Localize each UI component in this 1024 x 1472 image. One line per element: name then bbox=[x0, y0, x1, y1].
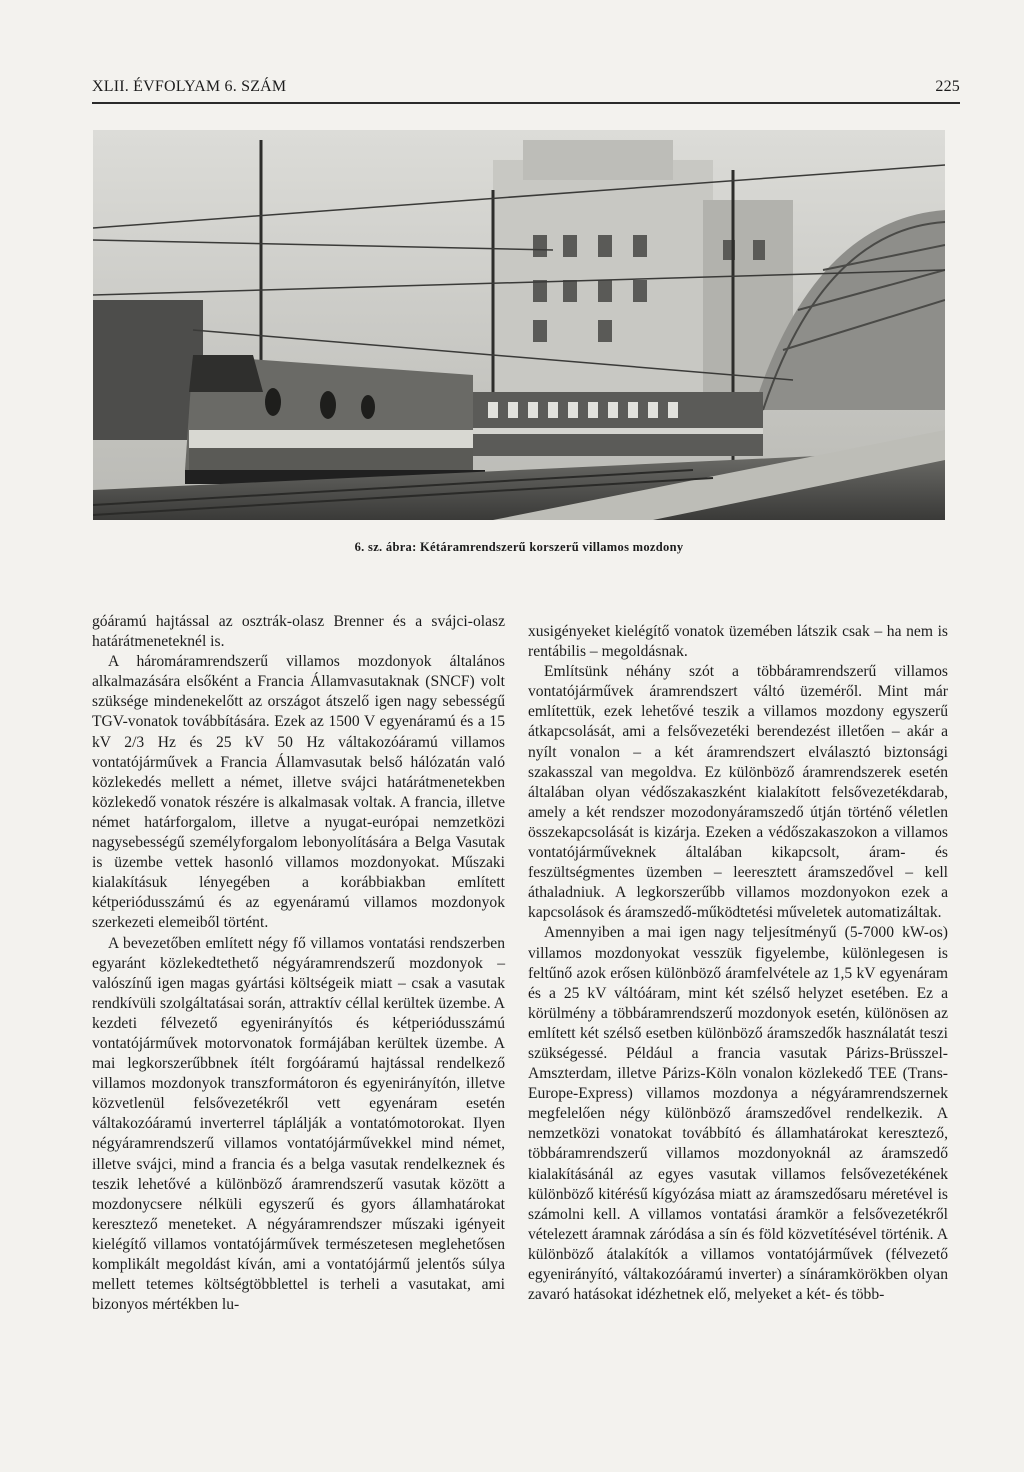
right-paragraph-1: xusigényeket kielégítő vonatok üzemében látszik csak – ha nem is rentábilis – megoldásnak. bbox=[528, 623, 948, 661]
figure-caption-label: 6. sz. ábra: bbox=[354, 540, 417, 554]
header-rule bbox=[92, 102, 960, 104]
right-paragraph-3: Amennyiben a mai igen nagy teljesítményű (5-7000 kW-os) villamos mozdonyokat vesszük figyelembe, különlegesen is feltűnő azok erősen különböző áramfelvétele az 1,5 kV egyenáram és a 25 kV váltóáram, mint két szélső helyzet esetében. Ez a körülmény a többáramrendszerű mozdonyok esetén, különösen az említett két szélső esetben különböző áramszedők használatát teszi szükségessé. Például a francia vasutak Párizs-Brüsszel-Amszterdam, illetve Párizs-Köln vonalon közlekedő TEE (Trans-Europe-Express) villamos mozdonya a négyáramrendszernek megfelelően négy különböző áramszedővel rendelkezik. A nemzetközi vonatokat továbbító és államhatárokat keresztező, többáramrendszerű villamos mozdonyoknál az áramszedő kialakításánál az egyes vasutak villamos felsővezetékének különböző kitérésű kígyózása miatt az áramszedősaru méretével is számolni kell. A villamos vontatási áramkör a felsővezetékről vételezett áramnak záródása a sín és föld közvetítésével történik. A különböző átalakítók a villamos vontatójárművek (félvezető egyenirányító, váltakozóáramú inverter) a sínáramkörökben olyan zavaró hatásokat idézhetnek elő, melyeket a két- és több- bbox=[528, 924, 948, 1304]
left-column bbox=[92, 612, 505, 1315]
left-paragraph-1: góáramú hajtással az osztrák-olasz Brenner és a svájci-olasz határátmeneteknél is. bbox=[92, 613, 505, 651]
right-paragraph-2: Említsünk néhány szót a többáramrendszerű villamos vontatójárművek áramrendszert váltó üzeméről. Mint már említettük, ezek lehetővé teszik a villamos mozdony egyszerű átkapcsolását, ami a felsővezetéki berendezést illetően – akár a nyílt vonalon – a két áramrendszert elválasztó biztonsági szakasszal van megoldva. Ez különböző áramrendszerek esetén általában olyan védőszakaszként kialakított felsővezetékdarab, amely a két rendszer mozodonyáramszedő útján történő véletlen összekapcsolását is kizárja. Ezeken a védőszakaszokon a villamos vontatójárműveknek általában kikapcsolt, áram- és feszültségmentes üzemben – leeresztett áramszedővel – kell áthaladniuk. A legkorszerűbb villamos mozdonyokon ezek a kapcsolások és áramszedő-működtetési műveletek automatizáltak. bbox=[528, 663, 948, 922]
left-paragraph-2: A háromáramrendszerű villamos mozdonyok általános alkalmazására elsőként a Francia Államvasutaknak (SNCF) volt szüksége mindenekelőtt az országot átszelő igen nagy sebességű TGV-vonatok továbbítására. Ezek az 1500 V egyenáramú és a 15 kV 2/3 Hz és 25 kV 50 Hz váltakozóáramú villamos vontatójárművek a Francia Államvasutak belső hálózatán való közlekedés mellett a német, illetve svájci határátmenetekben közlekedő vonatok részére is alkalmasak voltak. A francia, illetve német határforgalom, illetve a nyugat-európai nemzetközi nagysebességű személyforgalom lebonyolítására a Belga Vasutak is üzembe vettek hasonló villamos mozdonyokat. Műszaki kialakításuk lényegében a korábbiakban említett kétperiódusszámú és az egyenáramú villamos mozdonyok szerkezeti elemeiből történt. bbox=[92, 653, 505, 932]
left-paragraph-3: A bevezetőben említett négy fő villamos vontatási rendszerben egyaránt közlekedtethető négyáramrendszerű mozdonyok – valószínű igen magas gyártási költségeik miatt – csak a vasutak rendkívüli szolgáltatásai során, attraktív céllal kerültek üzembe. A kezdeti félvezető egyenirányítós és kétperiódusszámú vontatójárművek motorvonatok formájában kerültek üzembe. A mai legkorszerűbbnek ítélt forgóáramú hajtással rendelkező villamos mozdonyok transzformátoron és egyenirányítón, illetve közvetlenül felsővezetékről vett egyenáram esetén váltakozóáramú inverterrel táplálják a vontatómotorokat. Ilyen négyáramrendszerű villamos vontatójárművekkel mind német, illetve svájci, mind a francia és a belga vasutak rendelkeznek és teszik lehetővé a különböző áramrendszerű vasutak között a mozdonycsere nélküli egyszerű és gyors államhatárokat keresztező meneteket. A négyáramrendszer műszaki igényeit kielégítő villamos vontatójárművek természetesen meglehetősen komplikált megoldást kíván, ami a vontatójármű jelentős súlya mellett tetemes költségtöbblettel is terheli a vasutakat, ami bizonyos mértékben lu- bbox=[92, 934, 505, 1314]
running-header bbox=[92, 78, 960, 102]
volume-issue: XLII. ÉVFOLYAM 6. SZÁM bbox=[92, 78, 287, 95]
right-column bbox=[528, 622, 948, 1305]
locomotive-photo bbox=[93, 130, 945, 520]
page-number: 225 bbox=[935, 78, 960, 95]
figure-caption-text: Kétáramrendszerű korszerű villamos mozdony bbox=[420, 540, 684, 554]
figure-caption bbox=[93, 540, 945, 555]
